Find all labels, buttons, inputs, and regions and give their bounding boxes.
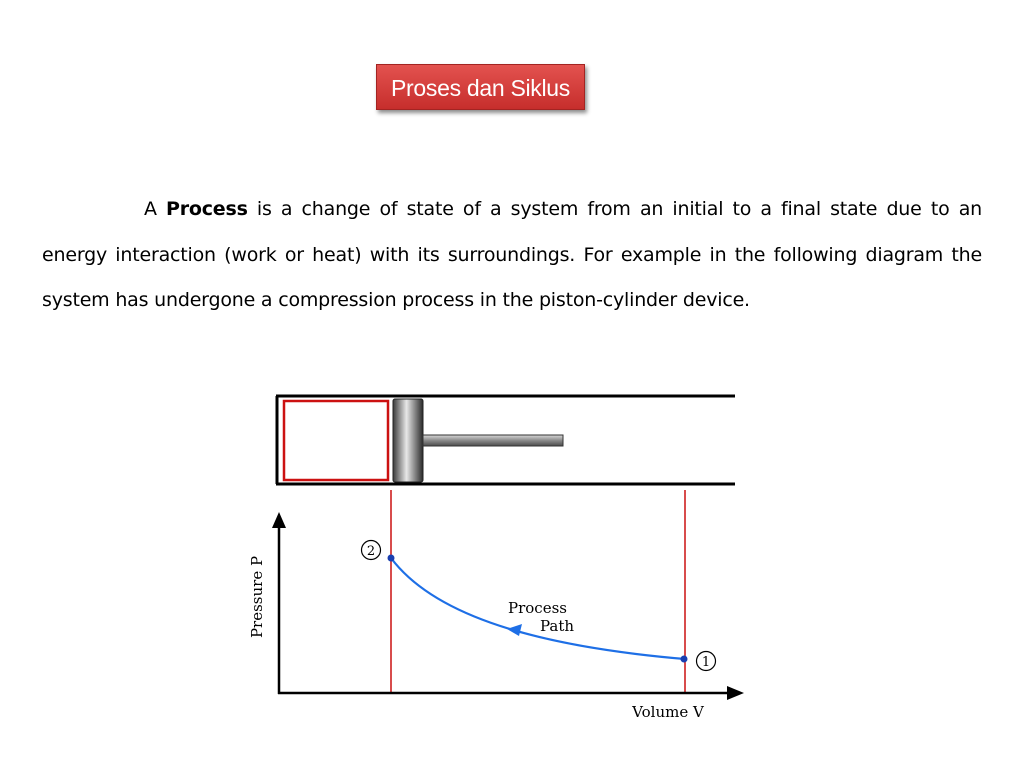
- x-axis-label: Volume V: [632, 703, 704, 721]
- state-2-marker: [362, 541, 381, 560]
- state-1-point: [681, 656, 688, 663]
- y-axis-arrowhead: [272, 512, 286, 528]
- piston-head: [393, 399, 423, 482]
- process-term: Process: [166, 198, 248, 220]
- process-path-label-line1: Process: [508, 599, 567, 617]
- state-2-point: [388, 555, 395, 562]
- y-axis-label: Pressure P: [248, 555, 266, 639]
- paragraph-body: is a change of state of a system from an initial to a final state due to an energy interaction (work or heat) with its surroundings. For example in the following diagram the system has undergone a compression process in the piston-cylinder device.: [42, 198, 982, 311]
- process-path-label-line2: Path: [540, 617, 575, 635]
- state-1-label: 1: [701, 655, 711, 670]
- slide-title: Proses dan Siklus: [391, 75, 570, 101]
- system-boundary: [284, 401, 388, 480]
- piston-rod: [423, 435, 563, 446]
- paragraph-prefix: A: [144, 198, 166, 220]
- process-direction-arrow: [507, 624, 522, 636]
- x-axis-arrowhead: [727, 686, 744, 700]
- state-1-marker: [697, 652, 716, 671]
- state-2-label: 2: [366, 544, 376, 559]
